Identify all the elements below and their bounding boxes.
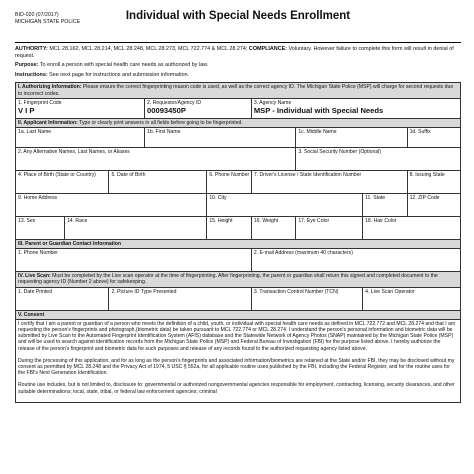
- suffix-field[interactable]: 1d. Suffix: [407, 127, 460, 147]
- section4-heading: IV. Live Scan:: [18, 273, 51, 280]
- fingerprint-code-value: V I P: [18, 105, 35, 115]
- date-printed-field[interactable]: 1. Date Printed: [16, 287, 109, 310]
- consent-paragraph: I certify that I am a parent or guardian of a person who meets the definition of a child, youth, or individual with special health care needs as defined in MCL 722.772 and MCL 28.274 and that I am requesting the person's fingerprints and photograph,(biometric data) be taken pursuant to MCL 722.774 or MCL 28.274. I understand the person's personal information and biometric data will be submitted by Live Scan to the Automated Fingerprint Identification System (AFIS) database and the Statewide Network of Agency Photos (SNAP) maintained by the Michigan State Police (MSP) and will be used to search against identification records from the Michigan State Police (MSP) and Federal Bureau of Investigation (FBI) for the purpose listed above. I hereby authorize the release of the person's fingerprint and biometric data for such purposes and release of any records found to the authorized requesting agency listed above.: [18, 320, 456, 352]
- picture-id-type-field[interactable]: 2. Picture ID Type Presented: [109, 287, 251, 310]
- form-id: BID-020 (07/2017): [15, 12, 59, 18]
- agency-name-field[interactable]: [251, 98, 460, 118]
- aliases-field[interactable]: 2. Any Alternative Names, Last Names, or Aliases: [16, 147, 296, 170]
- place-of-birth-field[interactable]: 4. Place of Birth (State or Country): [16, 170, 109, 193]
- consent-paragraph: During the processing of this application, and for as long as the person's fingerprints and associated information/biometrics are retained at the State and/or FBI, they may be disclosed without my consent as permitted by MCL 28.248 and the Privacy Act of 1974, 5 USC § 552a, for all applicable routine uses published by the FBI, including the Federal Register, and for the routine uses for the FBI's Next Generation Identification.: [18, 357, 455, 377]
- height-field[interactable]: 15. Height: [207, 216, 252, 239]
- consent-paragraph: Routine use includes, but is not limited to, disclosure to: governmental or authorized nongovernmental agencies responsible for employment, contracting, licensing, security clearances, and other suitable determinations; local, state, tribal, or federal law enforcement agencies; criminal: [18, 382, 455, 395]
- agency-name-label: 3. Agency Name: [253, 99, 292, 106]
- form-title: Individual with Special Needs Enrollment: [125, 10, 351, 22]
- drivers-license-field[interactable]: 7. Driver's License / State Identification Number: [251, 170, 407, 193]
- agency-id-label: 2. Requestor/Agency ID: [147, 99, 202, 106]
- compliance-label: COMPLIANCE:: [248, 46, 287, 52]
- section4-note: Must be completed by the Live scan operator at the time of fingerprinting. After fingerprinting, the parent or guardian shall return this signed and completed document to the requesting agency ID (Number 2 above) for safekeeping.: [18, 273, 438, 286]
- city-field[interactable]: 10. City: [207, 193, 363, 216]
- section2-note: Type or clearly print answers in all fields before going to be fingerprinted.: [79, 119, 243, 126]
- middle-name-field[interactable]: 1c. Middle Name: [296, 127, 407, 147]
- guardian-email-field[interactable]: 2. E-mail Address (maximum 40 characters): [251, 249, 460, 272]
- agency-name-value: MSP - Individual with Special Needs: [253, 105, 384, 115]
- section5-heading: V. Consent: [16, 310, 461, 319]
- purpose-text: To enroll a person with special health care needs as authorized by law.: [39, 62, 209, 69]
- fingerprint-code-label: 1. Fingerprint Code: [18, 99, 62, 106]
- state-field[interactable]: 11. State: [363, 193, 408, 216]
- zip-code-field[interactable]: 12. ZIP Code: [407, 193, 460, 216]
- race-field[interactable]: 14. Race: [64, 216, 206, 239]
- home-address-field[interactable]: 9. Home Address: [16, 193, 207, 216]
- section3-heading: III. Parent or Guardian Contact Information: [16, 239, 461, 248]
- fingerprint-code-field[interactable]: [16, 98, 145, 118]
- sex-field[interactable]: 13. Sex: [16, 216, 65, 239]
- last-name-field[interactable]: 1a. Last Name: [16, 127, 145, 147]
- tcn-field[interactable]: 3. Transaction Control Number (TCN): [251, 287, 362, 310]
- live-scan-operator-field[interactable]: 4. Live Scan Operator: [363, 287, 461, 310]
- section2-header: [16, 118, 461, 127]
- section4-header: [16, 272, 461, 287]
- hair-color-field[interactable]: 18. Hair Color: [363, 216, 461, 239]
- authority-text: MCL 28.162, MCL 28.214, MCL 28.248, MCL 28.273, MCL 722.774 & MCL 28.274;: [49, 46, 248, 52]
- issuing-state-field[interactable]: 8. Issuing State: [407, 170, 460, 193]
- instructions-text: See next page for instructions and submission information.: [49, 71, 190, 78]
- instructions-line: [15, 72, 461, 79]
- enrollment-form-table: [15, 82, 461, 402]
- purpose-line: [15, 62, 461, 69]
- agency-id-value: 00093450P: [147, 105, 186, 115]
- instructions-label: Instructions:: [15, 71, 48, 78]
- purpose-label: Purpose:: [15, 62, 39, 69]
- compliance-text: Voluntary. However failure to complete this form will result in denial of request.: [15, 46, 454, 59]
- phone-number-field[interactable]: 6. Phone Number: [207, 170, 252, 193]
- consent-body: [16, 319, 461, 402]
- enrollment-form-page: [15, 4, 461, 474]
- section1-note: Please ensure the correct fingerprinting reason code is used, as well as the correct agency ID. The Michigan State Police (MSP) will charge for second requests due to incorrect codes.: [18, 84, 454, 97]
- authority-line: [15, 46, 461, 59]
- section1-header: [16, 83, 461, 98]
- form-header: [15, 4, 461, 46]
- ssn-field[interactable]: 3. Social Security Number (Optional): [296, 147, 461, 170]
- authority-label: AUTHORITY:: [15, 46, 48, 52]
- weight-field[interactable]: 16. Weight: [251, 216, 296, 239]
- date-of-birth-field[interactable]: 5. Date of Birth: [109, 170, 207, 193]
- first-name-field[interactable]: 1b. First Name: [145, 127, 296, 147]
- section1-heading: I. Authorizing Information:: [18, 84, 82, 91]
- header-divider: [15, 42, 461, 43]
- section2-heading: II. Applicant Information:: [18, 119, 78, 126]
- guardian-phone-field[interactable]: 1. Phone Number: [16, 249, 252, 272]
- eye-color-field[interactable]: 17. Eye Color: [296, 216, 363, 239]
- agency-name: MICHIGAN STATE POLICE: [15, 18, 81, 25]
- agency-id-field[interactable]: [145, 98, 252, 118]
